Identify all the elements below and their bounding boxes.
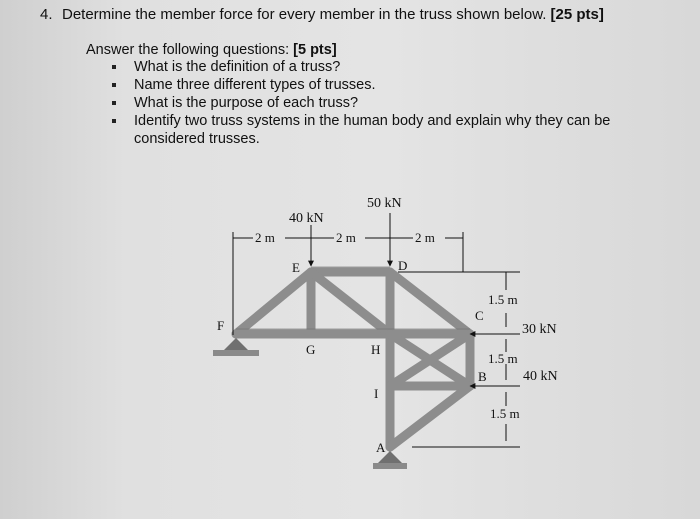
load-50kn: 50 kN (367, 196, 402, 211)
member-DC (390, 272, 470, 334)
list-item-text: Name three different types of trusses. (134, 77, 376, 93)
dim-top-2: 2 m (336, 230, 356, 245)
question-number: 4. (40, 6, 53, 23)
load-40kn-top: 40 kN (289, 211, 324, 226)
member-FE (236, 272, 311, 334)
question-body: Determine the member force for every member in the truss shown below. (62, 6, 547, 23)
list-item-text: Identify two truss systems in the human body and explain why they can be considered trusses. (134, 113, 611, 147)
node-label-A: A (376, 440, 386, 455)
node-label-B: B (478, 369, 487, 384)
dim-right-3: 1.5 m (490, 406, 520, 421)
node-label-E: E (292, 260, 300, 275)
list-item-text: What is the purpose of each truss? (134, 95, 359, 111)
load-40kn-right: 40 kN (523, 369, 558, 384)
dim-right-1: 1.5 m (488, 292, 518, 307)
question-points: [25 pts] (550, 6, 604, 23)
node-label-F: F (217, 318, 225, 333)
dim-top-3: 2 m (415, 230, 435, 245)
node-label-D: D (398, 258, 408, 273)
node-label-C: C (475, 308, 484, 323)
sub-header-points: [5 pts] (293, 42, 337, 58)
load-30kn: 30 kN (522, 322, 557, 337)
node-label-H: H (371, 342, 381, 357)
truss-members (236, 272, 470, 447)
dim-right-2: 1.5 m (488, 351, 518, 366)
node-label-I: I (374, 386, 379, 401)
dim-top-1: 2 m (255, 230, 275, 245)
pin-support-F (213, 338, 259, 356)
member-EH (311, 272, 390, 334)
member-AB (390, 386, 470, 447)
sub-header-lead: Answer the following questions: (86, 42, 290, 58)
node-label-G: G (306, 342, 316, 357)
list-item-text: What is the definition of a truss? (134, 59, 341, 75)
